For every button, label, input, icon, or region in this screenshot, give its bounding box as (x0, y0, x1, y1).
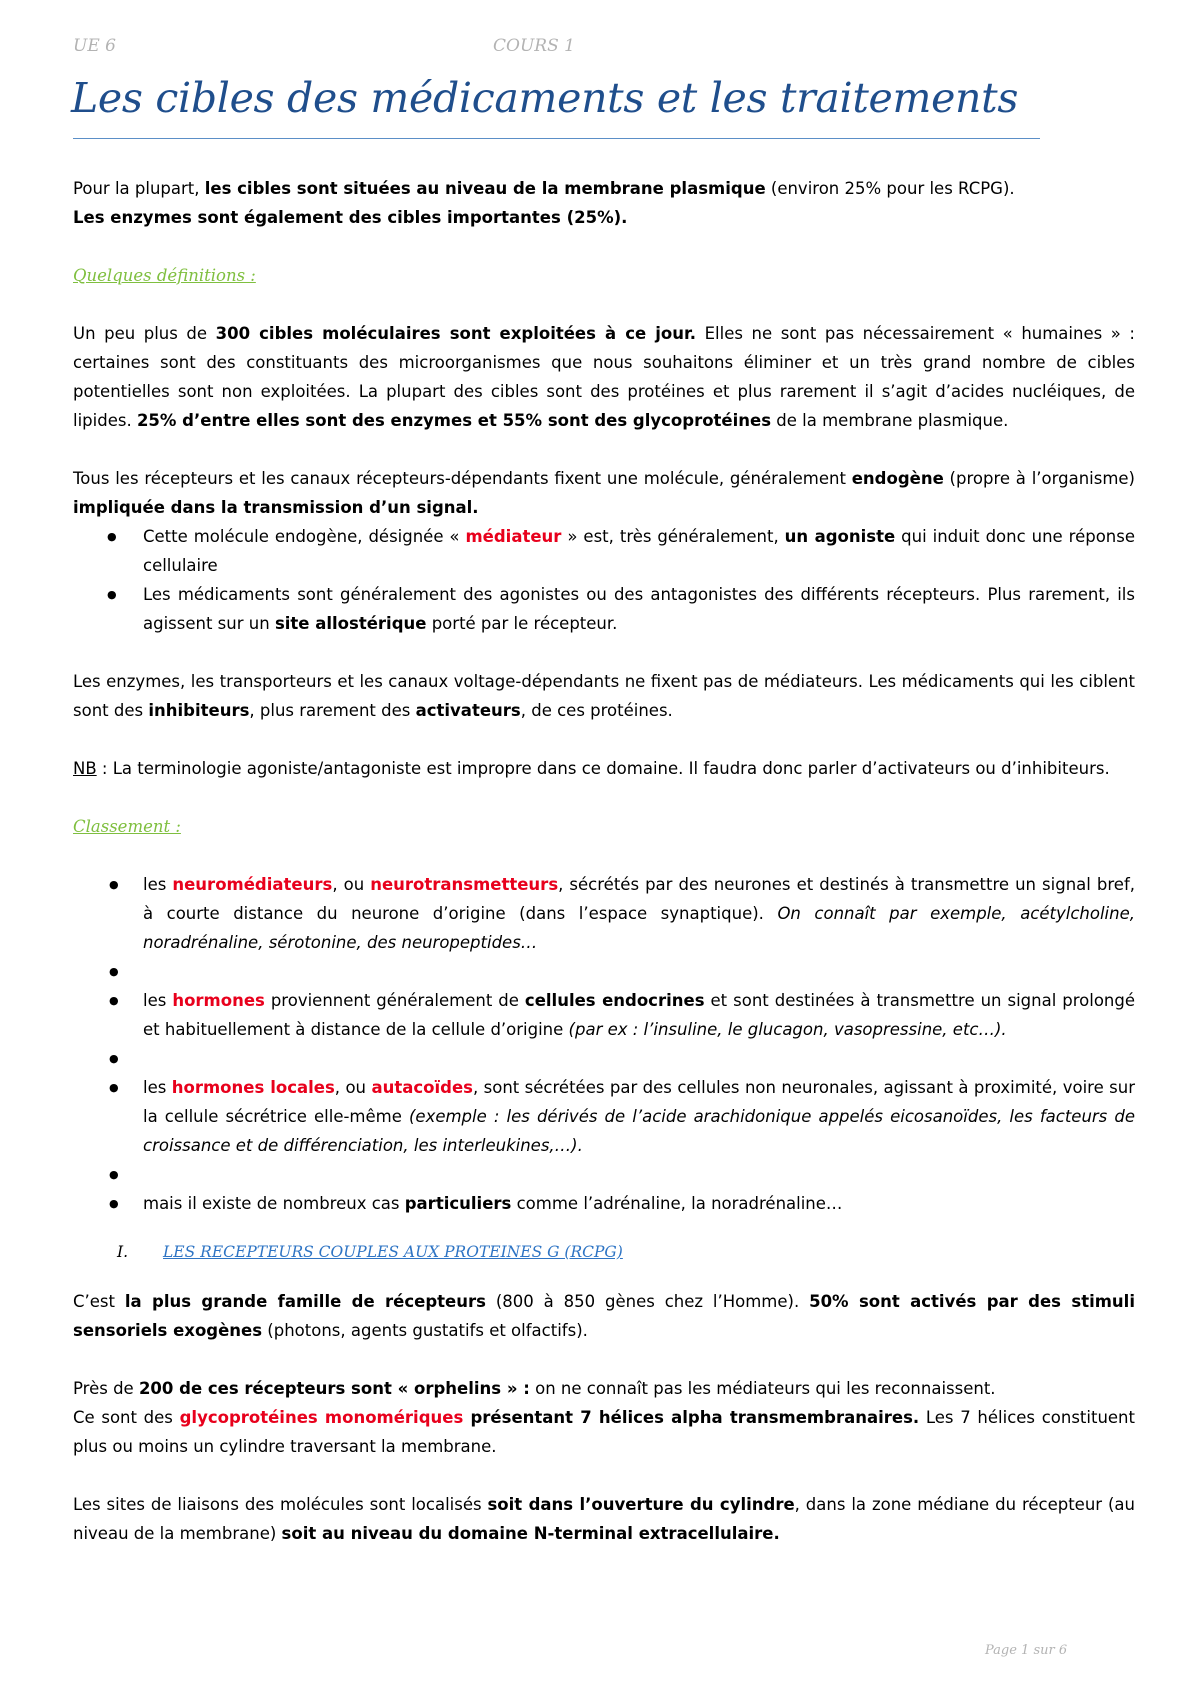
rcpg-paragraph-4: Les sites de liaisons des molécules sont localisés soit dans l’ouverture du cylindre, dans la zone médiane du récepteur (au niveau de la membrane) soit au niveau du domaine N-terminal extracellulaire. (73, 1495, 1135, 1543)
document-body (73, 174, 1135, 1548)
rcpg-paragraph-1: C’est la plus grande famille de récepteurs (800 à 850 gènes chez l’Homme). 50% sont activés par des stimuli sensoriels exogènes (photons, agents gustatifs et olfactifs). (73, 1292, 1135, 1340)
classement-list (73, 870, 1135, 1218)
page-header (73, 36, 1133, 62)
list-item: ● Cette molécule endogène, désignée « médiateur » est, très généralement, un agoniste qui induit donc une réponse cellulaire (143, 522, 1135, 580)
section-link-rcpg[interactable]: LES RECEPTEURS COUPLES AUX PROTEINES G (RCPG) (163, 1243, 623, 1261)
page-number: Page 1 sur 6 (985, 1643, 1068, 1658)
definitions-paragraph-1: Un peu plus de 300 cibles moléculaires sont exploitées à ce jour. Elles ne sont pas nécessairement « humaines » : certaines sont des constituants des microorganismes que nous souhaitons éliminer et un très grand nombre de cibles potentielles sont non exploitées. La plupart des cibles sont des protéines et plus rarement il s’agit d’acides nucléiques, de lipides. 25% d’entre elles sont des enzymes et 55% sont des glycoprotéines de la membrane plasmique. (73, 324, 1135, 430)
list-item: ● les hormones proviennent généralement de cellules endocrines et sont destinées à transmettre un signal prolongé et habituellement à distance de la cellule d’origine (par ex : l’insuline, le glucagon, vasopressine, etc…). (143, 986, 1135, 1044)
rcpg-paragraph-2: Près de 200 de ces récepteurs sont « orphelins » : on ne connaît pas les médiateurs qui les reconnaissent. (73, 1379, 996, 1398)
intro-line-2: Les enzymes sont également des cibles importantes (25%). (73, 208, 628, 227)
definitions-bullet-list (73, 522, 1135, 638)
list-item: ● les neuromédiateurs, ou neurotransmetteurs, sécrétés par des neurones et destinés à transmettre un signal bref, à courte distance du neurone d’origine (dans l’espace synaptique). On connaît par exemple, acétylcholine, noradrénaline, sérotonine, des neuropeptides… (143, 870, 1135, 957)
list-item: ● mais il existe de nombreux cas particuliers comme l’adrénaline, la noradrénaline… (143, 1189, 1135, 1218)
spacer (143, 1044, 1135, 1073)
title-underline (73, 138, 1040, 139)
definitions-paragraph-2: Tous les récepteurs et les canaux récepteurs-dépendants fixent une molécule, généralement endogène (propre à l’organisme) impliquée dans la transmission d’un signal. (73, 469, 1135, 517)
spacer (143, 957, 1135, 986)
header-ue: UE 6 (73, 36, 116, 56)
header-course: COURS 1 (493, 36, 575, 56)
heading-definitions: Quelques définitions : (73, 266, 256, 285)
nb-note: NB : La terminologie agoniste/antagoniste est impropre dans ce domaine. Il faudra donc parler d’activateurs ou d’inhibiteurs. (73, 759, 1110, 778)
definitions-paragraph-3: Les enzymes, les transporteurs et les canaux voltage-dépendants ne fixent pas de médiateurs. Les médicaments qui les ciblent sont des inhibiteurs, plus rarement des activateurs, de ces protéines. (73, 672, 1135, 720)
list-item: ● Les médicaments sont généralement des agonistes ou des antagonistes des différents récepteurs. Plus rarement, ils agissent sur un site allostérique porté par le récepteur. (143, 580, 1135, 638)
spacer (143, 1160, 1135, 1189)
page-title: Les cibles des médicaments et les traitements (71, 74, 1019, 122)
list-item: ● les hormones locales, ou autacoïdes, sont sécrétées par des cellules non neuronales, agissant à proximité, voire sur la cellule sécrétrice elle-même (exemple : les dérivés de l’acide arachidonique appelés eicosanoïdes, les facteurs de croissance et de différenciation, les interleukines,…). (143, 1073, 1135, 1160)
intro-line-1: Pour la plupart, les cibles sont situées au niveau de la membrane plasmique (environ 25% pour les RCPG). (73, 179, 1015, 198)
section-heading-rcpg: I. LES RECEPTEURS COUPLES AUX PROTEINES G (RCPG) (117, 1243, 623, 1261)
heading-classement: Classement : (73, 817, 181, 836)
rcpg-paragraph-3: Ce sont des glycoprotéines monomériques présentant 7 hélices alpha transmembranaires. Les 7 hélices constituent plus ou moins un cylindre traversant la membrane. (73, 1408, 1135, 1456)
